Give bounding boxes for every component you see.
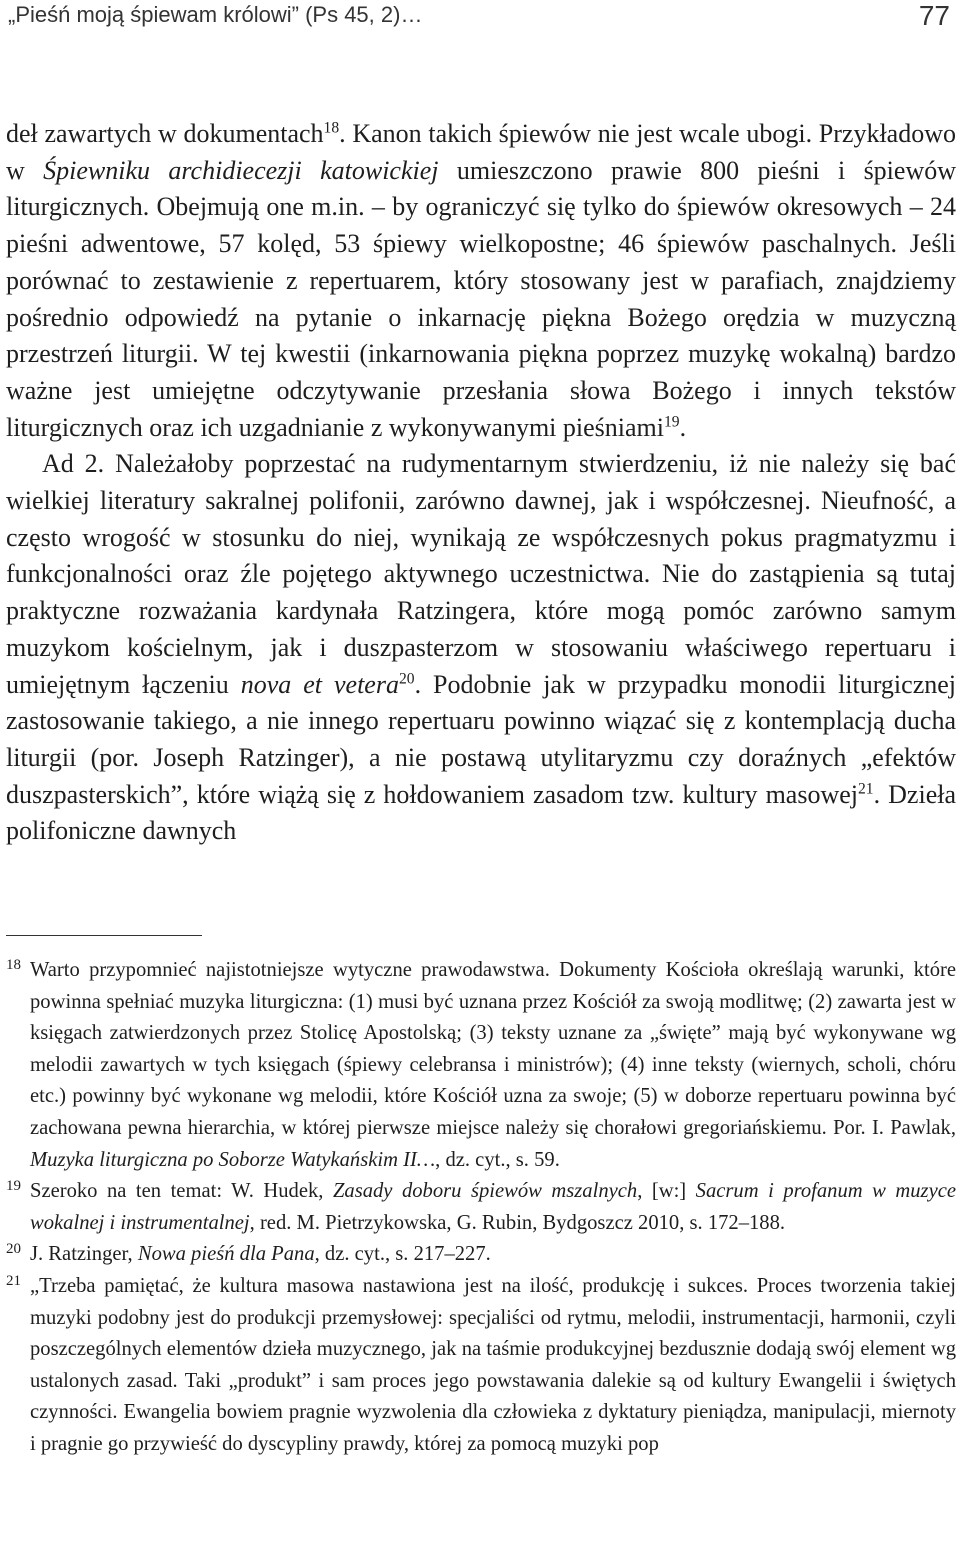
italic-title: Muzyka liturgiczna po Soborze Watykańskim II… — [30, 1148, 436, 1171]
text-run: , red. M. Pietrzykowska, G. Rubin, Bydgoszcz 2010, s. 172–188. — [249, 1211, 786, 1234]
footnote-ref-18[interactable]: 18 — [323, 119, 340, 137]
paragraph — [6, 116, 956, 446]
footnote-21 — [6, 1271, 956, 1461]
text-run: „Trzeba pamiętać, że kultura masowa nastawiona jest na ilość, produkcję i sukces. Proces tworzenia takiej muzyki podobny jest do produkcji przemysłowej: specjaliści od rytmu, melodii, instrumentacji, harmonii, czyli poszczególnych elementów dzieła muzycznego, jak na taśmie produkcyjnej bezdusznie dodają swój element wg ustalonych zasad. Taki „produkt” i sam proces jego powstawania dalekie są od kultury Ewangelii i świętych czynności. Ewangelia bowiem pragnie wyzwolenia dla człowieka z dyktatury pieniądza, manipulacji, miernoty i pragnie go przywieść do dyscypliny prawdy, której za pomocą muzyki pop — [30, 1274, 956, 1455]
italic-title: Zasady doboru śpiewów mszalnych — [332, 1180, 638, 1203]
footnote-18 — [6, 955, 956, 1176]
text-run: Szeroko na ten temat: W. Hudek, — [30, 1180, 333, 1203]
paragraph — [6, 446, 956, 850]
italic-title: Sacrum i profanum w muzyce wokalnej i instrumentalnej — [30, 1180, 956, 1234]
footnote-number: 18 — [6, 957, 21, 973]
text-run: . Podobnie jak w przypadku monodii liturgicznej zastosowanie takiego, a nie innego repertuaru powinno wiązać się z kontemplacją ducha liturgii (por. Joseph Ratzinger), a nie postawą utylitaryzmu czy doraźnych „efektów duszpasterskich”, które wiążą się z hołdowaniem zasadom tzw. kultury masowej — [6, 669, 956, 809]
main-text — [6, 116, 956, 850]
footnote-separator — [6, 935, 202, 936]
italic-title: Nowa pieśń dla Pana — [137, 1243, 315, 1266]
footnotes — [6, 955, 956, 1461]
text-run: J. Ratzinger, — [30, 1243, 138, 1266]
italic-phrase: nova et vetera — [240, 669, 399, 699]
footnote-number: 19 — [6, 1178, 21, 1195]
footnote-number: 20 — [6, 1241, 21, 1258]
text-run: , dz. cyt., s. 217–227. — [314, 1243, 491, 1266]
text-run: deł zawartych w dokumentach — [6, 119, 324, 148]
footnote-20 — [6, 1239, 956, 1271]
running-head — [8, 0, 952, 40]
text-run: , [w:] — [637, 1180, 696, 1203]
footnote-ref-19[interactable]: 19 — [664, 413, 680, 431]
footnote-ref-20[interactable]: 20 — [398, 670, 415, 688]
text-run: . — [679, 412, 687, 442]
footnote-number: 21 — [6, 1272, 21, 1289]
footnote-ref-21[interactable]: 21 — [858, 780, 874, 798]
running-title: „Pieśń moją śpiewam królowi” (Ps 45, 2)… — [8, 2, 423, 27]
text-run: . Kanon takich śpiewów nie jest wcale ubogi. Przykładowo w — [6, 119, 956, 185]
text-run: , dz. cyt., s. 59. — [435, 1148, 560, 1171]
text-run: umieszczono prawie 800 pieśni i śpiewów liturgicznych. Obejmują one m.in. – by ograniczyć się tylko do śpiewów okresowych – 24 pieśni adwentowe, 57 kolęd, 53 śpiewy wielkopostne; 46 śpiewów paschalnych. Jeśli porównać to zestawienie z repertuarem, który stosowany jest w parafiach, znajdziemy pośrednio odpowiedź na pytanie o inkarnację piękna Bożego orędzia w muzyczną przestrzeń liturgii. W tej kwestii (inkarnowania piękna poprzez muzykę wokalną) bardzo ważne jest umiejętne odczytywanie przesłania słowa Bożego i innych tekstów liturgicznych oraz ich uzgadnianie z wykonywanymi pieśniami — [6, 155, 957, 442]
footnote-19 — [6, 1176, 956, 1239]
page-number: 77 — [918, 0, 950, 31]
italic-title: Śpiewniku archidiecezji katowickiej — [43, 155, 439, 185]
text-run: Ad 2. Należałoby poprzestać na rudymentarnym stwierdzeniu, iż nie należy się bać wielkiej literatury sakralnej polifonii, zarówno dawnej, jak i współczesnej. Nieufność, a często wrogość w stosunku do niej, wynikają ze współczesnych pokus pragmatyzmu i funkcjonalności oraz źle pojętego aktywnego uczestnictwa. Nie do zastąpienia są tutaj praktyczne rozważania kardynała Ratzingera, które mogą pomóc zarówno samym muzykom kościelnym, jak i duszpasterzom w stosowaniu właściwego repertuaru i umiejętnym łączeniu — [6, 449, 956, 699]
text-run: Warto przypomnieć najistotniejsze wytyczne prawodawstwa. Dokumenty Kościoła określają warunki, które powinna spełniać muzyka liturgiczna: (1) musi być uznana przez Kościół za swoją modlitwę; (2) zawarta jest w księgach zatwierdzonych przez Stolicę Apostolską; (3) teksty uznane za „święte” mają być wykonywane wg melodii zawartych w tych księgach (śpiewy celebransa i ministrów); (4) inne teksty (wiernych, scholi, chóru etc.) powinny być wykonane wg melodii, które Kościół uzna za swoje; (5) w doborze repertuaru powinna być zachowana pewna hierarchia, w której pierwsze miejsce należy się chorałowi gregoriańskiemu. Por. I. Pawlak, — [30, 959, 956, 1139]
text-run: . Dzieła polifoniczne dawnych — [6, 779, 956, 846]
